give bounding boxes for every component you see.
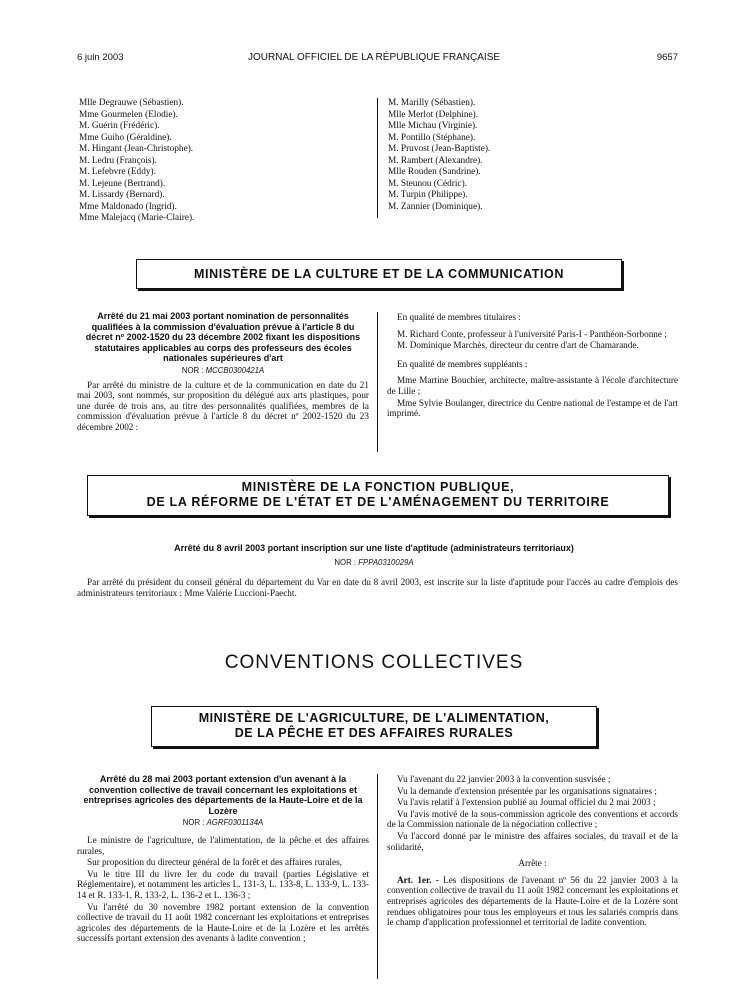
column-divider: [377, 774, 378, 979]
list-item: M. Lejeune (Bertrand).: [79, 178, 166, 189]
list-item: M. Marilly (Sébastien).: [388, 98, 476, 108]
list-item: Mlle Michau (Virginie).: [388, 121, 478, 131]
culture-members: [387, 312, 678, 419]
page-number: 9657: [656, 52, 678, 63]
visa-paragraph: Vu l'accord donné par le ministre des affaires sociales, du travail et de la solidarité,: [387, 830, 678, 852]
member-paragraph: Mme Martine Bouchier, architecte, maître-assistante à l'école d'architecture de Lille ;: [387, 375, 678, 396]
nor-code: MCCB0300421A: [205, 365, 265, 375]
list-item: M. Lissardy (Bernard).: [79, 190, 165, 200]
column-divider: [377, 312, 378, 452]
list-item: Mlle Degrauwe (Sébastien).: [79, 98, 184, 108]
fonction-nor: [0, 558, 748, 567]
visa-paragraph: Vu la demande d'extension présentée par les organisations signataires ;: [397, 785, 657, 796]
ministry-agriculture-line1: MINISTÈRE DE L'AGRICULTURE, DE L'ALIMENTATION,: [198, 711, 550, 725]
list-item: M. Hingant (Jean-Christophe).: [79, 144, 194, 154]
visa-paragraph: Vu l'arrêté du 30 novembre 1982 portant extension de la convention collective de travail du 11 août 1982 concernant les exploitations et entreprises agricoles des départements de la Haute-Loire et de la Lozère et les arrêtés successifs portant extension des avenants à ladite convention ;: [77, 901, 369, 944]
fonction-decree-title: Arrêté du 8 avril 2003 portant inscription sur une liste d'aptitude (administrateurs territoriaux): [174, 543, 574, 553]
column-divider: [377, 98, 378, 218]
list-item: M. Zannier (Dominique).: [388, 201, 483, 212]
arrete-word: Arrête :: [518, 858, 547, 869]
list-item: Mme Gourmelen (Elodie).: [79, 109, 178, 120]
agriculture-decree: [77, 774, 369, 944]
nor-code: FPPA0310029A: [358, 558, 414, 567]
header-date: 6 juin 2003: [77, 52, 124, 63]
member-paragraph: En qualité de membres suppléants :: [397, 358, 528, 369]
journal-title: JOURNAL OFFICIEL DE LA RÉPUBLIQUE FRANÇAISE: [247, 52, 501, 63]
list-item: Mme Maldonado (Ingrid).: [79, 201, 177, 212]
nor-label: NOR :: [182, 818, 205, 827]
culture-decree-title: Arrêté du 21 mai 2003 portant nomination de personnalités qualifiées à la commission d'évaluation prévue à l'article 8 du décret nº 2002-1520 du 23 décembre 2002 fixant les dispositions statutaires applicables au corps des professeurs des écoles nationales supérieures d'art: [85, 311, 361, 363]
ministry-fonction-line2: DE LA RÉFORME DE L'ÉTAT ET DE L'AMÉNAGEMENT DU TERRITOIRE: [146, 495, 610, 509]
list-item: M. Pontillo (Stéphane).: [388, 132, 476, 143]
culture-decree: [77, 311, 369, 432]
nor-label: NOR :: [181, 365, 204, 375]
name-list-left: [79, 98, 369, 225]
list-item: Mme Guiho (Géraldine).: [79, 132, 172, 143]
visa-paragraph: Vu l'avis relatif à l'extension publié au Journal officiel du 2 mai 2003 ;: [397, 797, 656, 808]
visa-paragraph: Vu l'avis motivé de la sous-commission agricole des conventions et accords de la Commission nationale de la négociation collective ;: [387, 808, 678, 830]
article-text: Les dispositions de l'avenant nº 56 du 22 janvier 2003 à la convention collective de travail du 11 août 1982 concernant les exploitations et entreprises agricoles des départements de la Haute-Loire et de la Lozère sont rendues obligatoires pour tous les employeurs et tous les salariés compris dans le champ d'application professionnel et territorial de ladite convention.: [387, 874, 678, 928]
fonction-decree-text: [77, 577, 678, 598]
agriculture-decree-title: Arrêté du 28 mai 2003 portant extension d'un avenant à la convention collective de travail concernant les exploitations et entreprises agricoles des départements de la Haute-Loire et de la Lozère: [83, 774, 363, 816]
member-paragraph: M. Richard Conte, professeur à l'université Paris-I - Panthéon-Sorbonne ;: [397, 328, 667, 339]
visa-paragraph: Vu l'avenant du 22 janvier 2003 à la convention susvisée ;: [397, 774, 611, 784]
nor-label: NOR :: [334, 558, 357, 567]
agriculture-visas-left: [77, 835, 369, 944]
culture-decree-text: Par arrêté du ministre de la culture et de la communication en date du 21 mai 2003, sont nommés, sur proposition du délégué aux arts plastiques, pour une durée de trois ans, au titre des personnalités qualifiées, membres de la commission d'évaluation prévue à l'article 8 du décret nº 2002-1520 du 23 décembre 2002 :: [77, 379, 369, 432]
nor-code: AGRF0301134A: [206, 818, 264, 827]
list-item: M. Rambert (Alexandre).: [388, 155, 483, 166]
list-item: M. Ledru (François).: [79, 155, 157, 166]
agriculture-visas-right: [387, 774, 678, 928]
member-paragraph: En qualité de membres titulaires :: [397, 312, 521, 322]
article-1: [387, 875, 678, 928]
visa-paragraph: Le ministre de l'agriculture, de l'alimentation, de la pêche et des affaires rurales,: [77, 835, 369, 856]
culture-nor: [77, 366, 369, 375]
agriculture-nor: [77, 818, 369, 827]
name-list-right: [388, 98, 678, 213]
visa-paragraph: Vu le titre III du livre Ier du code du travail (parties Législative et Réglementaire), et notamment les articles L. 131-3, L. 133-8, L. 133-9, L. 133-14 et R. 133-1, R. 133-2, L. 136-2 et L. 136-3 ;: [77, 868, 369, 900]
list-item: M. Turpin (Philippe).: [388, 190, 468, 200]
visa-paragraph: Sur proposition du directeur général de la forêt et des affaires rurales,: [87, 857, 342, 868]
ministry-culture-title: MINISTÈRE DE LA CULTURE ET DE LA COMMUNICATION: [194, 267, 564, 281]
list-item: M. Pruvost (Jean-Baptiste).: [388, 144, 491, 154]
ministry-fonction-banner: [87, 475, 669, 516]
ministry-culture-banner: [136, 259, 622, 289]
list-item: Mlle Rouden (Sandrine).: [388, 167, 481, 177]
ministry-agriculture-line2: DE LA PÊCHE ET DES AFFAIRES RURALES: [234, 726, 514, 740]
list-item: M. Guérin (Frédéric).: [79, 121, 160, 131]
list-item: M. Lefebvre (Eddy).: [79, 167, 156, 177]
fonction-paragraph: Par arrêté du président du conseil général du département du Var en date du 8 avril 2003, est inscrite sur la liste d'aptitude pour l'accès au cadre d'emplois des administrateurs territoriaux : Mme Valérie Luccioni-Paecht.: [77, 577, 678, 598]
list-item: Mme Malejacq (Marie-Claire).: [79, 213, 195, 223]
member-paragraph: M. Dominique Marchès, directeur du centre d'art de Chamarande.: [397, 340, 639, 351]
ministry-fonction-line1: MINISTÈRE DE LA FONCTION PUBLIQUE,: [241, 480, 515, 494]
list-item: Mlle Merlot (Delphine).: [388, 109, 479, 120]
section-heading: CONVENTIONS COLLECTIVES: [224, 652, 524, 673]
article-label: Art. 1er. -: [397, 874, 439, 885]
member-paragraph: Mme Sylvie Boulanger, directrice du Centre national de l'estampe et de l'art imprimé.: [387, 397, 678, 419]
list-item: M. Steunou (Cédric).: [388, 178, 468, 189]
ministry-agriculture-banner: [151, 706, 597, 747]
